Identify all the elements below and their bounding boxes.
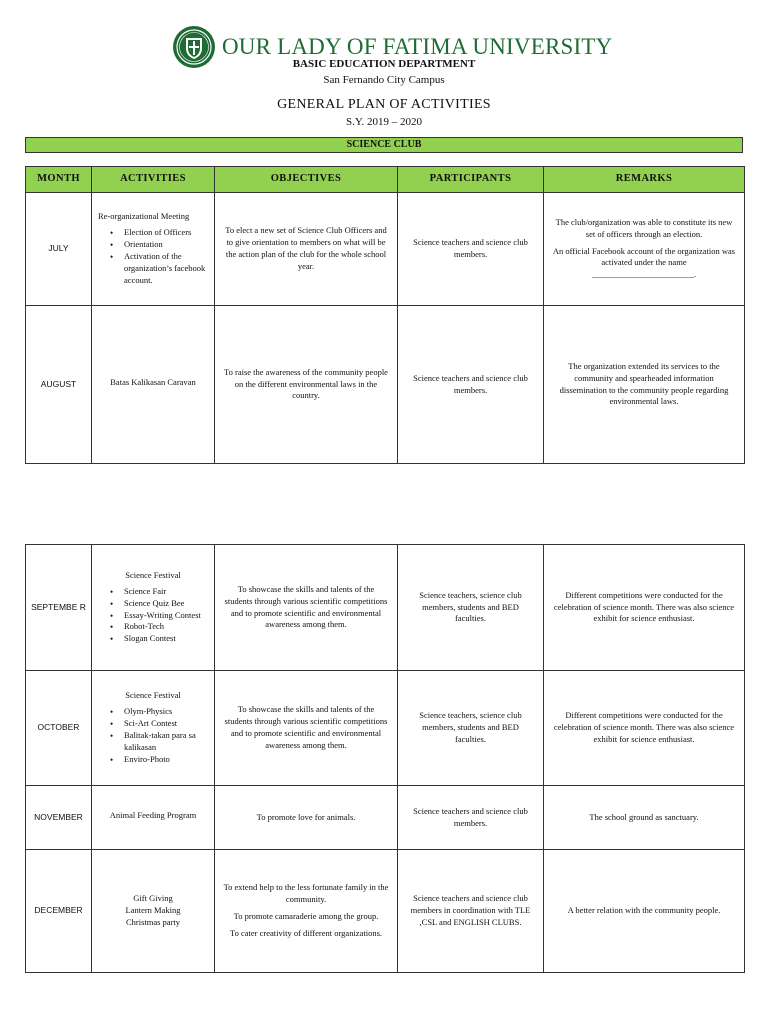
activity-title: Re-organizational Meeting (98, 211, 190, 222)
activity-title: Animal Feeding Program (109, 809, 197, 820)
remarks-cell (544, 545, 745, 671)
activities-cell (92, 193, 215, 306)
remark-text: The club/organization was able to constitute its new set of officers through an election. (555, 216, 733, 239)
activities-cell (92, 306, 215, 464)
list-item: • Balitak-takan para sa kalikasan (98, 730, 208, 754)
objective-text: To promote love for animals. (256, 811, 356, 822)
page-title: GENERAL PLAN OF ACTIVITIES (277, 97, 491, 112)
remarks-cell (544, 671, 745, 786)
list-item: • Science Quiz Bee (98, 598, 208, 610)
activity-line: Christmas party (125, 916, 181, 927)
activity-title: Science Festival (125, 569, 181, 580)
column-header-month: MONTH (26, 167, 92, 193)
participants-cell: Science teachers, science club members, students and BED faculties. (398, 545, 544, 671)
objectives-cell (215, 193, 398, 306)
participants-cell: Science teachers, science club members, students and BED faculties. (398, 671, 544, 786)
table-row (26, 850, 745, 973)
objective-text: To showcase the skills and talents of the students through various scientific competitions and to promote scientific and environmental awareness among them. (224, 583, 388, 630)
objectives-cell (215, 850, 398, 973)
column-header-activities: ACTIVITIES (92, 167, 215, 193)
table-row (26, 671, 745, 786)
remarks-cell (544, 786, 745, 850)
remarks-cell (544, 193, 745, 306)
month-cell: SEPTEMBE R (26, 545, 92, 671)
month-cell: OCTOBER (26, 671, 92, 786)
activities-table-page-2 (25, 544, 745, 973)
activities-cell (92, 545, 215, 671)
activity-list (98, 227, 208, 286)
objective-text: To showcase the skills and talents of the students through various scientific competitions and to promote scientific and environmental awareness among them. (224, 704, 388, 750)
list-item: • Activation of the organization’s facebook account. (98, 251, 208, 287)
objectives-cell (215, 786, 398, 850)
participants-cell: Science teachers and science club members. (398, 786, 544, 850)
month-cell: DECEMBER (26, 850, 92, 973)
list-item: • Orientation (98, 239, 208, 251)
school-year: S.Y. 2019 – 2020 (346, 116, 422, 128)
campus-name: San Fernando City Campus (323, 74, 445, 86)
participants-cell: Science teachers and science club members. (398, 306, 544, 464)
activity-title: Science Festival (125, 690, 181, 701)
activities-cell (92, 786, 215, 850)
objectives-cell (215, 306, 398, 464)
activity-title: Batas Kalikasan Caravan (110, 376, 196, 387)
objective-text: To raise the awareness of the community people on the different environmental laws in the country. (224, 366, 388, 401)
list-item: • Science Fair (98, 586, 208, 598)
column-header-participants: PARTICIPANTS (398, 167, 544, 193)
activities-cell (92, 671, 215, 786)
activity-line: Lantern Making (125, 905, 181, 916)
list-item: • Sci-Art Contest (98, 718, 208, 730)
objectives-cell (215, 671, 398, 786)
remark-text: The organization extended its services to the community and spearheaded information dissemination to the community people regarding environmental laws. (559, 360, 729, 407)
list-item: • Election of Officers (98, 227, 208, 239)
activity-list (98, 586, 208, 645)
club-banner: SCIENCE CLUB (25, 137, 743, 153)
column-header-remarks: REMARKS (544, 167, 745, 193)
activity-line: Gift Giving (133, 893, 173, 904)
activities-table-page-1 (25, 166, 745, 464)
list-item: • Olym-Physics (98, 706, 208, 718)
month-cell: NOVEMBER (26, 786, 92, 850)
activity-list (98, 706, 208, 765)
table-header-row (26, 167, 745, 193)
department-name: BASIC EDUCATION DEPARTMENT (292, 58, 476, 70)
remark-text: Different competitions were conducted for the celebration of science month. There was also science exhibit for science enthusiast. (553, 710, 735, 744)
participants-cell: Science teachers and science club members. (398, 193, 544, 306)
list-item: • Enviro-Photo (98, 754, 208, 766)
objectives-cell (215, 545, 398, 671)
remarks-cell (544, 850, 745, 973)
column-header-objectives: OBJECTIVES (215, 167, 398, 193)
objective-text: To extend help to the less fortunate family in the community. (223, 882, 389, 905)
table-row (26, 786, 745, 850)
list-item: • Slogan Contest (98, 633, 208, 645)
list-item: • Essay-Writing Contest (98, 610, 208, 622)
university-name: OUR LADY OF FATIMA UNIVERSITY (222, 34, 613, 59)
remark-text: A better relation with the community people. (567, 905, 721, 916)
remarks-cell (544, 306, 745, 464)
participants-cell: Science teachers and science club members in coordination with TLE ,CSL and ENGLISH CLUBS. (398, 850, 544, 973)
remark-text: An official Facebook account of the organization was activated under the name ________________________. (552, 245, 736, 280)
table-row (26, 193, 745, 306)
document-header (0, 0, 768, 136)
objective-text: To elect a new set of Science Club Officers and to give orientation to members on what will be the action plan of the club for the whole school year. (225, 225, 387, 271)
remark-text: The school ground as sanctuary. (589, 811, 699, 822)
remark-text: Different competitions were conducted for the celebration of science month. There was also science exhibit for science enthusiast. (553, 589, 735, 624)
month-cell: JULY (26, 193, 92, 306)
table-row (26, 306, 745, 464)
table-row (26, 545, 745, 671)
activities-cell (92, 850, 215, 973)
month-cell: AUGUST (26, 306, 92, 464)
list-item: • Robot-Tech (98, 621, 208, 633)
objective-text: To cater creativity of different organizations. (229, 927, 383, 938)
objective-text: To promote camaraderie among the group. (233, 911, 379, 921)
